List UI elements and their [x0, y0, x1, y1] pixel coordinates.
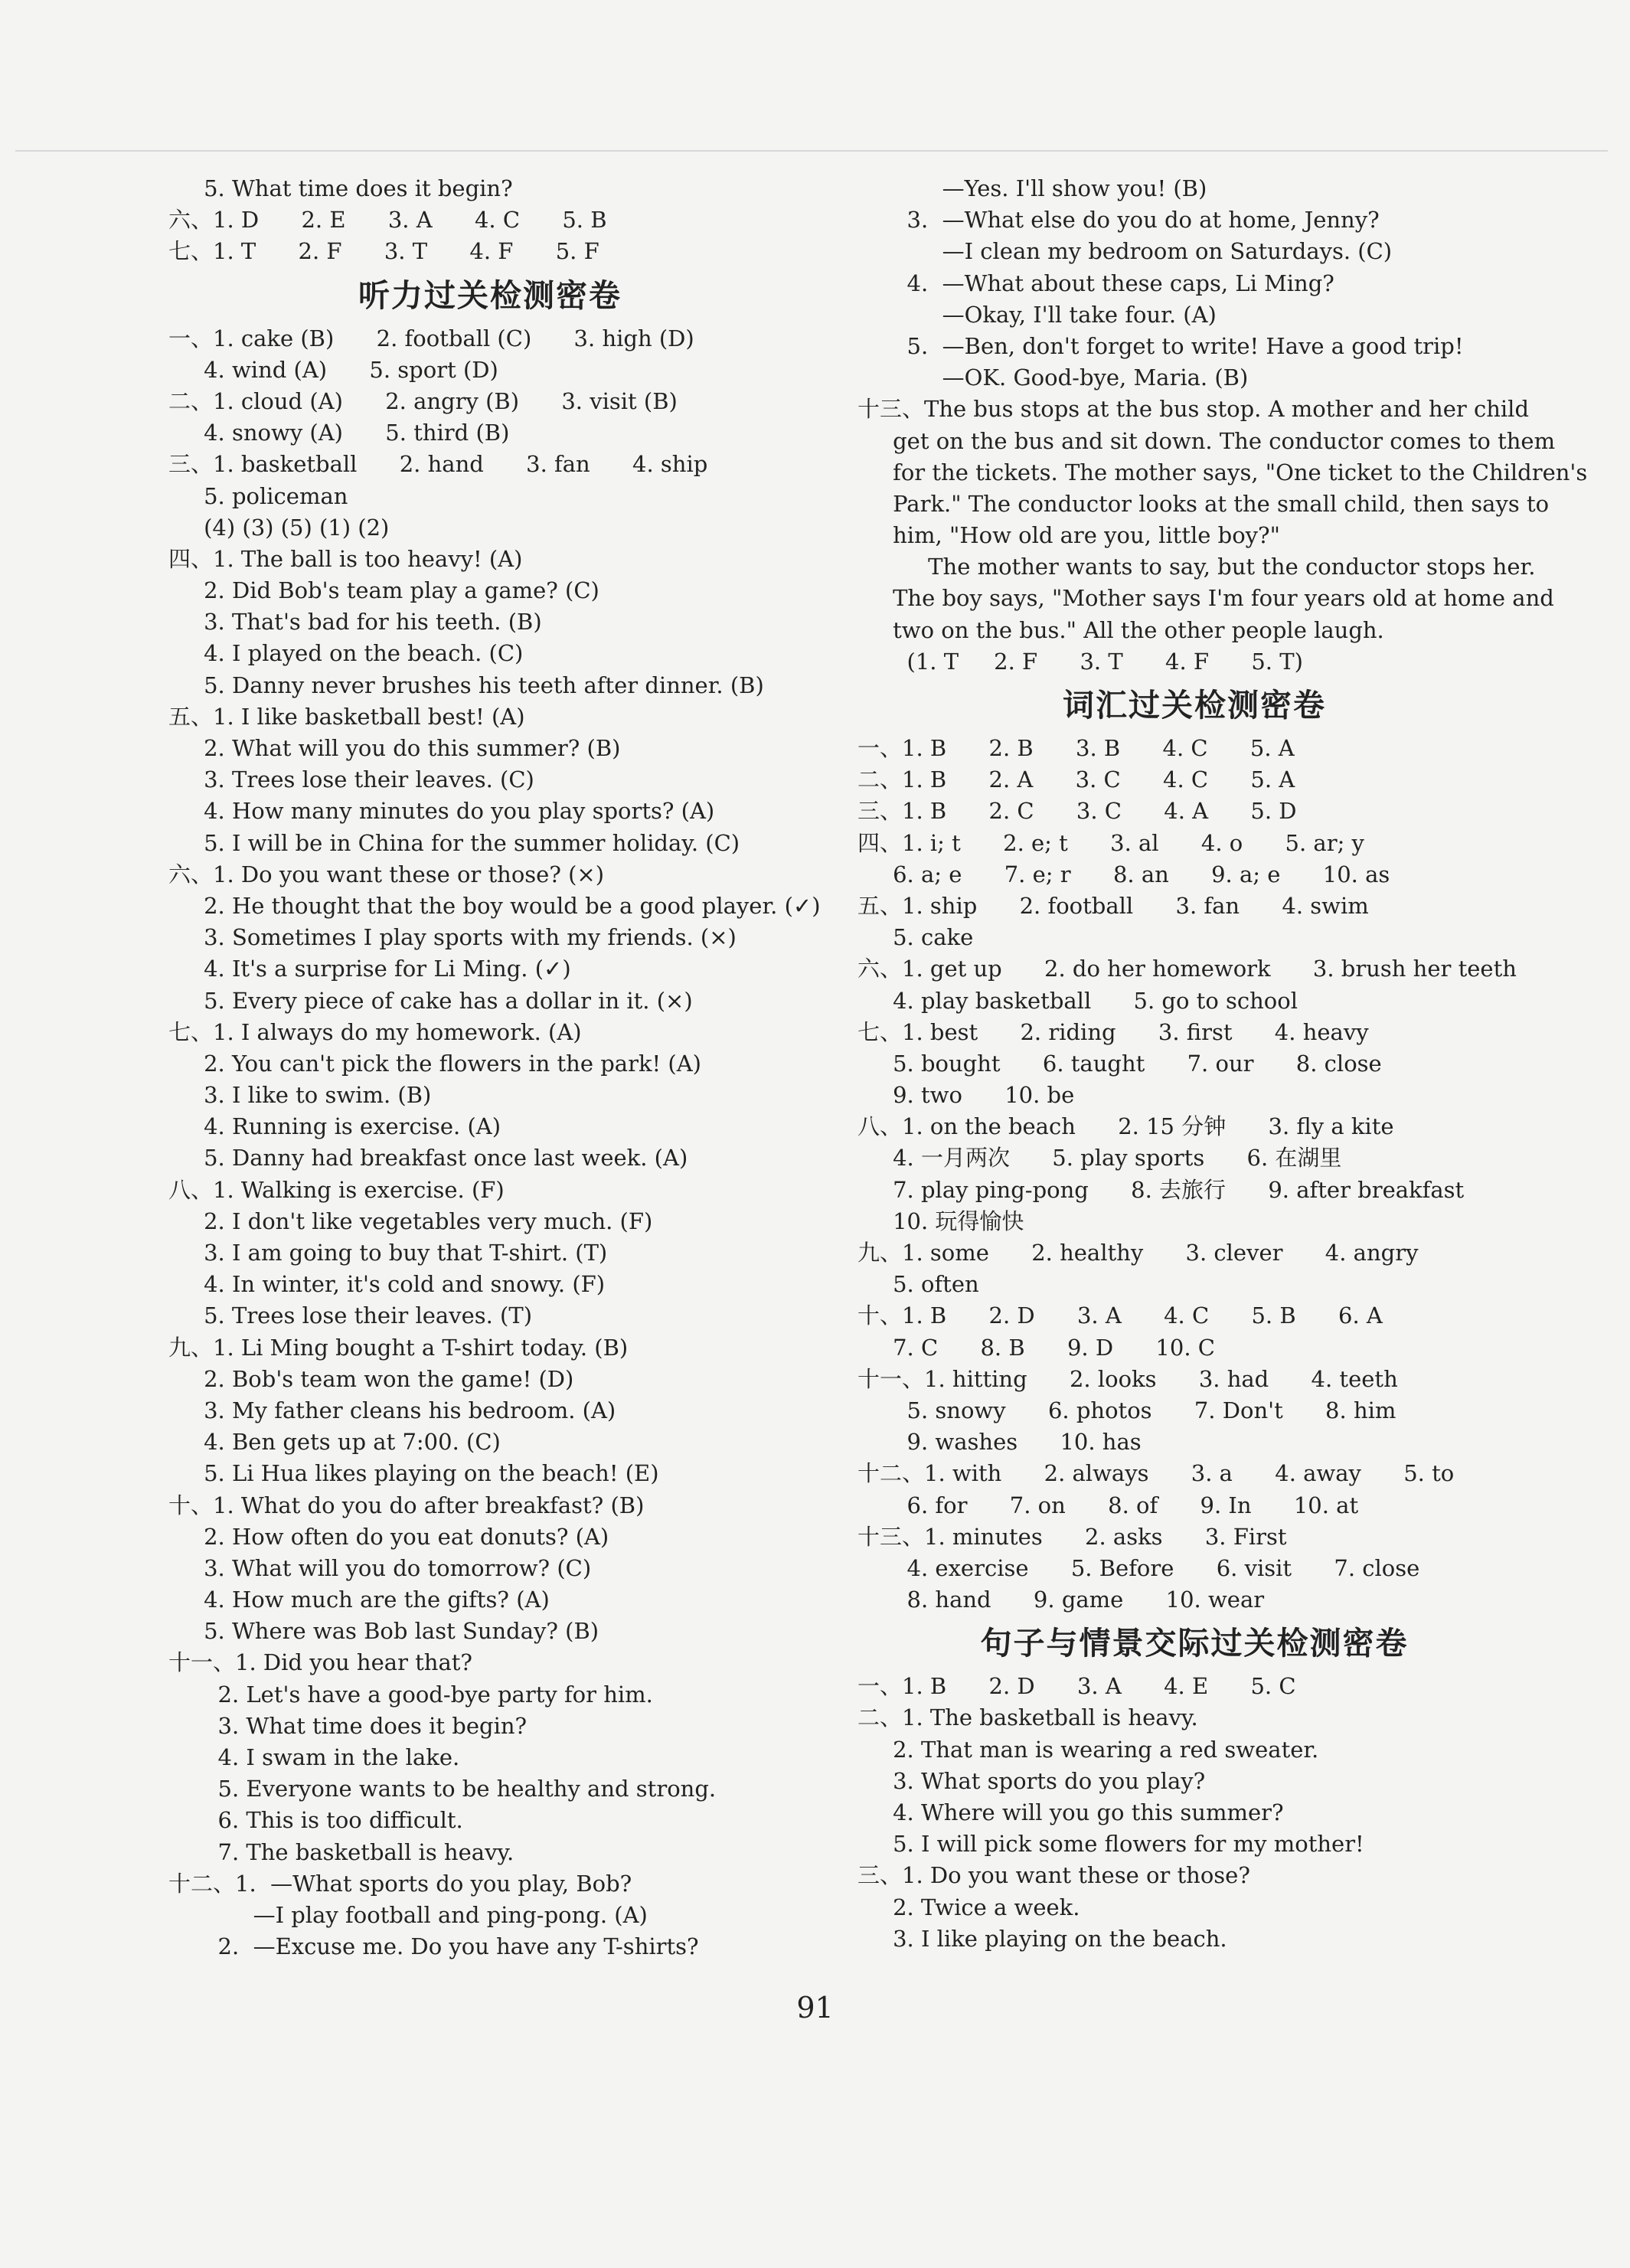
answer-line: for the tickets. The mother says, "One ticket to the Children's: [857, 459, 1588, 485]
answer-line: 3. What sports do you play?: [857, 1767, 1206, 1794]
answer-line: 十、1. B 2. D 3. A 4. C 5. B 6. A: [857, 1302, 1383, 1329]
right-column: [857, 173, 1588, 1955]
answer-line: 2. Let's have a good-bye party for him.: [168, 1681, 653, 1708]
answer-line: 5. Every piece of cake has a dollar in it. (×): [168, 987, 693, 1014]
answer-line: 六、1. Do you want these or those? (×): [168, 861, 605, 887]
answer-line: 一、1. B 2. D 3. A 4. E 5. C: [857, 1673, 1296, 1700]
answer-line: 2. Did Bob's team play a game? (C): [168, 577, 599, 604]
answer-line: Park." The conductor looks at the small child, then says to: [857, 490, 1550, 517]
answer-line: 2. —Excuse me. Do you have any T-shirts?: [168, 1933, 699, 1960]
answer-line: 二、1. B 2. A 3. C 4. C 5. A: [857, 766, 1295, 793]
answer-line: 6. a; e 7. e; r 8. an 9. a; e 10. as: [857, 861, 1390, 887]
answer-line: 7. play ping-pong 8. 去旅行 9. after breakfast: [857, 1176, 1465, 1203]
answer-line: (1. T 2. F 3. T 4. F 5. T): [857, 648, 1303, 675]
answer-line: 5. bought 6. taught 7. our 8. close: [857, 1050, 1382, 1077]
answer-line: 4. How many minutes do you play sports? (A): [168, 798, 715, 825]
answer-line: 5. Where was Bob last Sunday? (B): [168, 1618, 599, 1645]
answer-line: 4. Where will you go this summer?: [857, 1799, 1284, 1825]
answer-line: 五、1. ship 2. football 3. fan 4. swim: [857, 892, 1369, 919]
left-column: [168, 173, 821, 1962]
answer-line: 5. I will pick some flowers for my mother!: [857, 1831, 1364, 1858]
answer-line: 3. My father cleans his bedroom. (A): [168, 1397, 616, 1423]
answer-line: 4. I played on the beach. (C): [168, 640, 524, 667]
answer-line: 7. The basketball is heavy.: [168, 1838, 514, 1865]
answer-line: 2. Twice a week.: [857, 1894, 1080, 1920]
answer-line: 2. How often do you eat donuts? (A): [168, 1523, 609, 1550]
answer-line: 三、1. B 2. C 3. C 4. A 5. D: [857, 798, 1297, 825]
answer-line: 九、1. Li Ming bought a T-shirt today. (B): [168, 1334, 629, 1361]
answer-line: him, "How old are you, little boy?": [857, 522, 1280, 549]
answer-line: 三、1. Do you want these or those?: [857, 1862, 1250, 1889]
answer-line: 2. He thought that the boy would be a good player. (✓): [168, 892, 821, 919]
answer-line: 十一、1. hitting 2. looks 3. had 4. teeth: [857, 1365, 1398, 1392]
answer-line: 十二、1. with 2. always 3. a 4. away 5. to: [857, 1460, 1455, 1487]
answer-line: —I clean my bedroom on Saturdays. (C): [857, 238, 1393, 265]
answer-line: 3. What will you do tomorrow? (C): [168, 1554, 592, 1581]
answer-line: 六、1. get up 2. do her homework 3. brush her teeth: [857, 956, 1517, 982]
answer-line: 二、1. cloud (A) 2. angry (B) 3. visit (B): [168, 387, 678, 414]
answer-line: 6. for 7. on 8. of 9. In 10. at: [857, 1492, 1359, 1518]
section-heading: 句子与情景交际过关检测密卷: [980, 1625, 1409, 1662]
answer-line: (4) (3) (5) (1) (2): [168, 514, 390, 541]
answer-line: 4. Running is exercise. (A): [168, 1113, 501, 1140]
answer-line: 5. Danny never brushes his teeth after dinner. (B): [168, 672, 764, 698]
answer-line: 9. washes 10. has: [857, 1429, 1142, 1456]
answer-line: 3. Sometimes I play sports with my friends. (×): [168, 924, 737, 951]
answer-line: 二、1. The basketball is heavy.: [857, 1704, 1198, 1731]
answer-line: 2. You can't pick the flowers in the park! (A): [168, 1050, 701, 1077]
answer-line: 5. What time does it begin?: [168, 175, 513, 201]
answer-line: 2. I don't like vegetables very much. (F): [168, 1208, 653, 1234]
answer-line: 4. How much are the gifts? (A): [168, 1587, 550, 1613]
answer-line: 2. What will you do this summer? (B): [168, 735, 621, 761]
answer-line: 10. 玩得愉快: [857, 1208, 1024, 1234]
answer-line: 5. often: [857, 1271, 979, 1298]
answer-line: 3. Trees lose their leaves. (C): [168, 766, 534, 793]
section-heading: 词汇过关检测密卷: [1063, 687, 1326, 724]
answer-line: 八、1. Walking is exercise. (F): [168, 1176, 505, 1203]
answer-line: —Yes. I'll show you! (B): [857, 175, 1207, 201]
answer-line: 2. That man is wearing a red sweater.: [857, 1736, 1319, 1763]
answer-line: 一、1. B 2. B 3. B 4. C 5. A: [857, 735, 1295, 761]
answer-line: 十一、1. Did you hear that?: [168, 1649, 472, 1676]
answer-line: 4. play basketball 5. go to school: [857, 987, 1298, 1014]
answer-line: 5. Li Hua likes playing on the beach! (E): [168, 1460, 659, 1487]
answer-line: 四、1. i; t 2. e; t 3. al 4. o 5. ar; y: [857, 829, 1364, 856]
answer-line: 4. Ben gets up at 7:00. (C): [168, 1429, 501, 1456]
answer-line: —Okay, I'll take four. (A): [857, 301, 1217, 328]
answer-line: 5. Danny had breakfast once last week. (A): [168, 1145, 688, 1172]
top-rule: [15, 150, 1608, 152]
answer-line: 3. —What else do you do at home, Jenny?: [857, 207, 1380, 234]
answer-line: The mother wants to say, but the conductor stops her.: [857, 554, 1536, 580]
answer-line: 七、1. best 2. riding 3. first 4. heavy: [857, 1018, 1369, 1045]
answer-line: 5. —Ben, don't forget to write! Have a good trip!: [857, 332, 1464, 359]
answer-line: 3. I am going to buy that T-shirt. (T): [168, 1240, 608, 1266]
answer-line: 五、1. I like basketball best! (A): [168, 703, 525, 730]
answer-line: 4. exercise 5. Before 6. visit 7. close: [857, 1554, 1420, 1581]
answer-line: 4. wind (A) 5. sport (D): [168, 356, 498, 383]
answer-line: —OK. Good-bye, Maria. (B): [857, 364, 1249, 391]
answer-line: 4. snowy (A) 5. third (B): [168, 420, 510, 446]
answer-line: 三、1. basketball 2. hand 3. fan 4. ship: [168, 451, 708, 478]
answer-line: 8. hand 9. game 10. wear: [857, 1587, 1265, 1613]
section-heading: 听力过关检测密卷: [358, 276, 622, 314]
answer-line: 十、1. What do you do after breakfast? (B): [168, 1492, 645, 1518]
answer-line: 4. —What about these caps, Li Ming?: [857, 270, 1334, 296]
answer-line: 5. Trees lose their leaves. (T): [168, 1302, 533, 1329]
answer-line: 4. I swam in the lake.: [168, 1744, 460, 1770]
answer-line: —I play football and ping-pong. (A): [168, 1901, 648, 1928]
answer-line: The boy says, "Mother says I'm four years old at home and: [857, 585, 1554, 612]
answer-line: 一、1. cake (B) 2. football (C) 3. high (D): [168, 325, 694, 351]
answer-line: 3. I like to swim. (B): [168, 1082, 432, 1109]
answer-line: 七、1. I always do my homework. (A): [168, 1018, 582, 1045]
answer-line: 3. I like playing on the beach.: [857, 1925, 1227, 1952]
answer-line: 9. two 10. be: [857, 1082, 1075, 1109]
answer-line: 4. 一月两次 5. play sports 6. 在湖里: [857, 1145, 1342, 1172]
answer-line: 十三、The bus stops at the bus stop. A mother and her child: [857, 396, 1530, 423]
answer-line: 6. This is too difficult.: [168, 1807, 463, 1834]
answer-line: 3. That's bad for his teeth. (B): [168, 609, 542, 636]
page-number: 91: [796, 1991, 834, 2025]
answer-line: 4. It's a surprise for Li Ming. (✓): [168, 956, 571, 982]
answer-line: 四、1. The ball is too heavy! (A): [168, 545, 523, 572]
answer-line: 5. Everyone wants to be healthy and strong.: [168, 1776, 717, 1802]
answer-line: 3. What time does it begin?: [168, 1712, 528, 1739]
answer-line: 7. C 8. B 9. D 10. C: [857, 1334, 1215, 1361]
answer-line: 十二、1. —What sports do you play, Bob?: [168, 1870, 632, 1897]
answer-line: 5. policeman: [168, 482, 348, 509]
answer-line: two on the bus." All the other people laugh.: [857, 616, 1384, 643]
answer-line: 5. snowy 6. photos 7. Don't 8. him: [857, 1397, 1396, 1423]
answer-line: 六、1. D 2. E 3. A 4. C 5. B: [168, 207, 607, 234]
answer-line: 十三、1. minutes 2. asks 3. First: [857, 1523, 1287, 1550]
answer-line: 4. In winter, it's cold and snowy. (F): [168, 1271, 606, 1298]
answer-line: get on the bus and sit down. The conductor comes to them: [857, 427, 1556, 454]
answer-line: 九、1. some 2. healthy 3. clever 4. angry: [857, 1240, 1419, 1266]
answer-line: 八、1. on the beach 2. 15 分钟 3. fly a kite: [857, 1113, 1394, 1140]
answer-line: 七、1. T 2. F 3. T 4. F 5. F: [168, 238, 599, 265]
answer-line: 2. Bob's team won the game! (D): [168, 1365, 574, 1392]
answer-line: 5. cake: [857, 924, 974, 951]
answer-line: 5. I will be in China for the summer holiday. (C): [168, 829, 740, 856]
